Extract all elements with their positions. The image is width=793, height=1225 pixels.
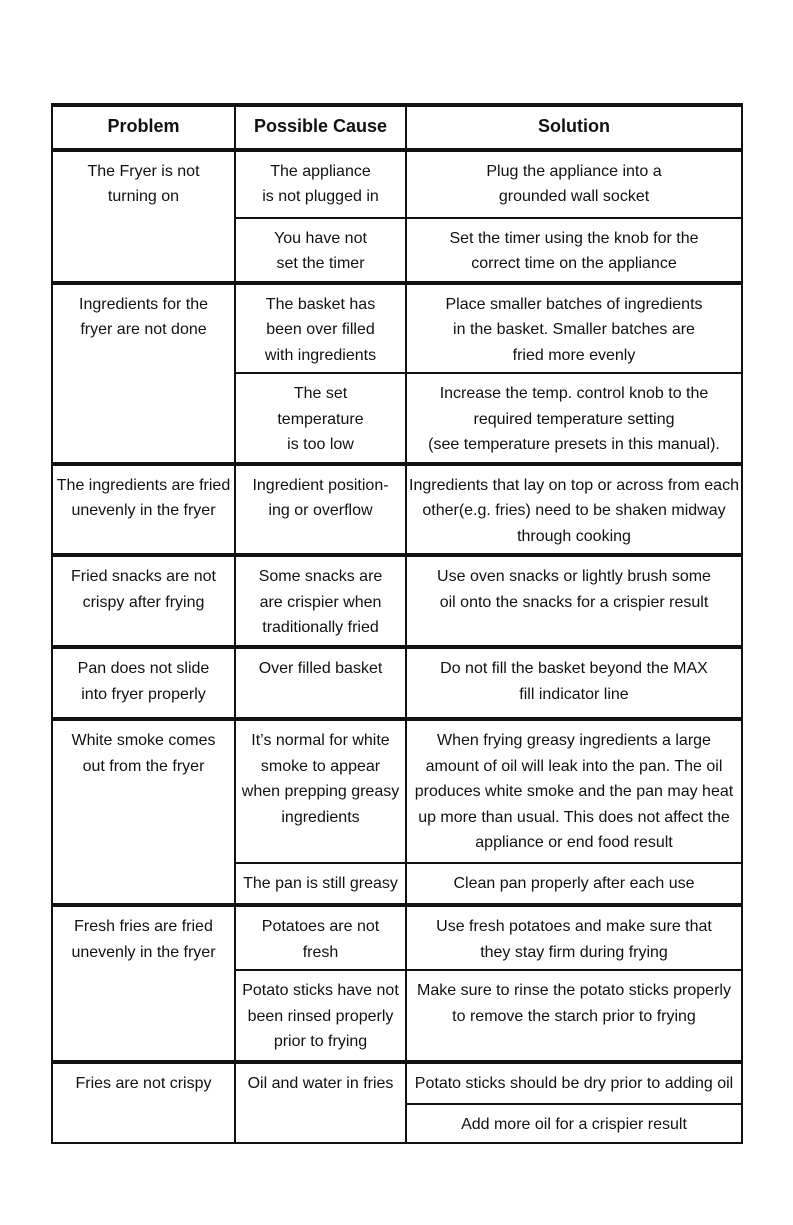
solution-cell: Make sure to rinse the potato sticks properly to remove the starch prior to frying: [406, 970, 742, 1062]
table-body: [52, 150, 742, 1143]
table-row: [52, 1062, 742, 1104]
cause-cell: The set temperature is too low: [235, 373, 406, 464]
table-row: [52, 555, 742, 647]
cause-cell: It’s normal for white smoke to appear when prepping greasy ingredients: [235, 719, 406, 863]
problem-cell: The ingredients are fried unevenly in the fryer: [52, 464, 235, 556]
solution-cell: Use fresh potatoes and make sure that they stay firm during frying: [406, 905, 742, 970]
table-row: [52, 283, 742, 374]
problem-cell: Fresh fries are fried unevenly in the fryer: [52, 905, 235, 1062]
header-problem: Problem: [52, 105, 235, 150]
solution-cell: Add more oil for a crispier result: [406, 1104, 742, 1143]
header-solution: Solution: [406, 105, 742, 150]
cause-cell: You have not set the timer: [235, 218, 406, 283]
table-row: [52, 647, 742, 719]
problem-cell: Pan does not slide into fryer properly: [52, 647, 235, 719]
problem-cell: Ingredients for the fryer are not done: [52, 283, 235, 464]
cause-cell: The pan is still greasy: [235, 863, 406, 905]
cause-cell: Potatoes are not fresh: [235, 905, 406, 970]
solution-cell: Increase the temp. control knob to the required temperature setting (see temperature presets in this manual).: [406, 373, 742, 464]
problem-cell: White smoke comes out from the fryer: [52, 719, 235, 905]
table-row: [52, 464, 742, 556]
table-row: [52, 150, 742, 218]
solution-cell: Ingredients that lay on top or across from each other(e.g. fries) need to be shaken midway through cooking: [406, 464, 742, 556]
solution-cell: Use oven snacks or lightly brush some oil onto the snacks for a crispier result: [406, 555, 742, 647]
cause-cell: [235, 1104, 406, 1143]
cause-cell: Over filled basket: [235, 647, 406, 719]
solution-cell: Clean pan properly after each use: [406, 863, 742, 905]
solution-cell: Potato sticks should be dry prior to adding oil: [406, 1062, 742, 1104]
troubleshooting-table: [51, 103, 743, 1144]
problem-cell: Fried snacks are not crispy after frying: [52, 555, 235, 647]
problem-cell: Fries are not crispy: [52, 1062, 235, 1143]
solution-cell: Set the timer using the knob for the correct time on the appliance: [406, 218, 742, 283]
solution-cell: When frying greasy ingredients a large amount of oil will leak into the pan. The oil produces white smoke and the pan may heat up more than usual. This does not affect the appliance or end food result: [406, 719, 742, 863]
cause-cell: Oil and water in fries: [235, 1062, 406, 1104]
header-possible-cause: Possible Cause: [235, 105, 406, 150]
cause-cell: Potato sticks have not been rinsed properly prior to frying: [235, 970, 406, 1062]
cause-cell: Ingredient position- ing or overflow: [235, 464, 406, 556]
cause-cell: The appliance is not plugged in: [235, 150, 406, 218]
problem-cell: The Fryer is not turning on: [52, 150, 235, 283]
solution-cell: Do not fill the basket beyond the MAX fill indicator line: [406, 647, 742, 719]
table-row: [52, 905, 742, 970]
solution-cell: Plug the appliance into a grounded wall socket: [406, 150, 742, 218]
header-row: [52, 105, 742, 150]
solution-cell: Place smaller batches of ingredients in the basket. Smaller batches are fried more evenly: [406, 283, 742, 374]
table-row: [52, 719, 742, 863]
cause-cell: Some snacks are are crispier when traditionally fried: [235, 555, 406, 647]
cause-cell: The basket has been over filled with ingredients: [235, 283, 406, 374]
